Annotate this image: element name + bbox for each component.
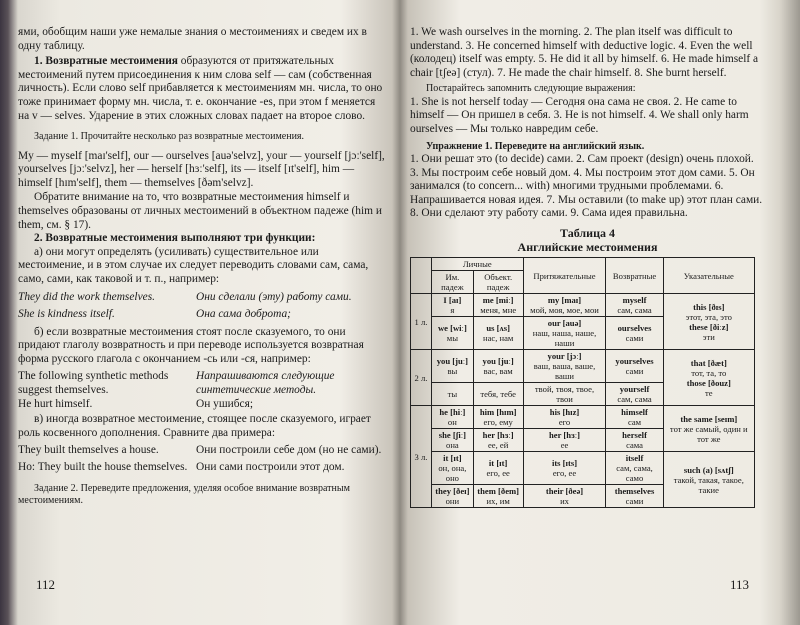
pronoun-table: [410, 257, 755, 508]
cell-ru: его: [558, 417, 571, 428]
cell-ru: эти: [702, 331, 715, 342]
example-ru: Они сами построили этот дом.: [196, 461, 345, 474]
cell-ru: ваш, ваша, ваше, ваши: [533, 361, 596, 382]
cell-ru: тебя, тебе: [480, 389, 516, 400]
cell-ru: вы: [447, 366, 458, 377]
cell-ru: они: [445, 496, 460, 507]
cell-en: him [hɪm]: [479, 407, 517, 418]
cell-en: ourselves: [617, 323, 652, 334]
cell-ru: ее, ей: [487, 440, 509, 451]
function-b: б) если возвратные местоимения стоят после сказуемого, то они придают глаголу возвратность и при переводе используется возвратная форма русского глагола с окончанием -сь или -ся, например:: [18, 325, 364, 365]
cell-ru: такой, такая, такое, такие: [673, 474, 744, 495]
example-en: He hurt himself.: [18, 397, 93, 410]
cell-en: that [ðæt]: [690, 357, 727, 368]
function-a: а) они могут определять (усиливать) существительное или местоимение, и в этом случае их следует переводить словами сам, сама, само, сами, как таковой и т. п., например:: [18, 245, 369, 285]
example-ru: Они построили себе дом (но не сами).: [196, 444, 382, 457]
cell-ru: тот, та, то: [691, 367, 727, 378]
cell-ru: тот же самый, один и тот же: [669, 423, 748, 444]
cell-en: yourself: [619, 384, 650, 395]
cell-en: his [hɪz]: [549, 407, 580, 418]
note-paragraph: Обратите внимание на то, что возвратные местоимения himself и themselves образованы от личных местоимений в объектном падеже (him и them, см. § 17).: [18, 191, 382, 231]
example-ru: Напрашиваются следующие синтетические методы.: [196, 370, 335, 397]
header-reflexive: Возвратные: [606, 258, 663, 294]
example-row: [18, 444, 388, 458]
header-nominative: Им. падеж: [432, 271, 474, 294]
cell-ru: нас, нам: [482, 333, 514, 344]
header-objective: Объект. падеж: [473, 271, 523, 294]
example-en: The following synthetic methods suggest themselves.: [18, 370, 169, 397]
table-title: Таблица 4: [560, 225, 615, 240]
header-possessive: Притяжательные: [523, 258, 606, 294]
cell-en: I [aɪ]: [443, 295, 462, 306]
cell-ru: сам, сама: [617, 394, 652, 405]
cell-en: himself: [621, 407, 648, 418]
cell-ru: вас, вам: [483, 366, 513, 377]
person-label: 2 л.: [411, 350, 432, 406]
cell-en: we [wiː]: [437, 323, 467, 334]
cell-ru: ты: [447, 389, 458, 400]
table-subtitle: Английские местоимения: [517, 239, 658, 254]
cell-ru: сама: [626, 440, 643, 451]
cell-ru: меня, мне: [480, 305, 517, 316]
cell-en: themselves: [614, 486, 655, 497]
cell-en: they [ðeɪ]: [435, 486, 470, 497]
header-personal: Личные: [432, 258, 524, 271]
paragraph-1: [18, 55, 388, 123]
cell-ru: сами: [625, 496, 644, 507]
cell-ru: его, ему: [483, 417, 513, 428]
cell-ru: наш, наша, наше, наши: [532, 328, 597, 349]
cell-ru: ее: [560, 440, 569, 451]
exercise-1-title: Упражнение 1. Переведите на английский язык.: [426, 140, 645, 152]
exercise-1-text: 1. Они решат это (to decide) сами. 2. Сам проект (design) очень плохой. 3. Мы построим себе новый дом. 4. Мы построим этот дом сами. 5. Он занимался (to concern... with) многими трудными проблемами. 6. Напрашивается новая идея. 7. Мы оставили (to make up) этот план сами. 8. Они сделают эту работу сами. 9. Сама идея правильна.: [410, 152, 763, 220]
cell-en: herself: [622, 430, 647, 441]
cell-ru: их, им: [486, 496, 510, 507]
cell-en: their [ðeə]: [545, 486, 584, 497]
cell-ru: сами: [625, 333, 644, 344]
cell-en: my [maɪ]: [547, 295, 582, 306]
cell-ru: его, ее: [486, 468, 510, 479]
task-1: Задание 1. Прочитайте несколько раз возвратные местоимения.: [34, 131, 305, 143]
cell-ru: мой, моя, мое, мои: [530, 305, 599, 316]
cell-en: them [ðem]: [477, 486, 520, 497]
cell-en: us [ʌs]: [486, 323, 510, 334]
example-en: They did the work themselves.: [18, 290, 155, 303]
pronoun-list: My — myself [maɪ'self], our — ourselves [auə'selvz], your — yourself [jɔː'self], yourselves [jɔː'selvz], her — herself [hɜː'self], its — itself [ɪt'self], him — himself [hɪm'self], them — themselves [ðəm'selvz].: [18, 149, 385, 189]
table-row: [411, 452, 755, 485]
cell-en: her [hɜː]: [549, 430, 580, 441]
expressions: 1. She is not herself today — Сегодня она сама не своя. 2. He came to himself — Он пришел в себя. 3. He is not himself. 4. We shall only harm ourselves — Мы только навредим себе.: [410, 95, 749, 135]
example-en: She is kindness itself.: [18, 308, 115, 321]
cell-en: this [ðɪs]: [693, 301, 725, 312]
cell-en: me [miː]: [482, 295, 514, 306]
example-row: [18, 398, 388, 412]
example-row: [18, 461, 388, 475]
table-row: [411, 294, 755, 317]
table-row: [411, 350, 755, 383]
example-en: They built themselves a house.: [18, 444, 159, 457]
example-row: [18, 291, 388, 305]
cell-en: your [jɔː]: [547, 351, 582, 362]
person-label: 3 л.: [411, 406, 432, 508]
cell-en: our [auə]: [547, 318, 582, 329]
cell-ru: мы: [446, 333, 458, 344]
example-row: [18, 370, 388, 397]
cell-ru: сам, сама: [617, 305, 652, 316]
intro-text: ями, обобщим наши уже немалые знания о местоимениях и сведем их в одну таблицу.: [18, 26, 367, 52]
cell-en: it [ɪt]: [443, 453, 462, 464]
cell-ru: те: [705, 387, 713, 398]
cell-en: he [hiː]: [439, 407, 466, 418]
cell-en: such (a) [sʌtʃ]: [683, 464, 734, 475]
table-row: [411, 406, 755, 429]
cell-en: these [ðiːz]: [689, 321, 729, 332]
cell-en: the same [seɪm]: [680, 413, 738, 424]
cell-en: its [ɪts]: [551, 458, 578, 469]
cell-ru: их: [560, 496, 569, 507]
cell-en: itself: [625, 453, 644, 464]
paragraph-2: 2. Возвратные местоимения выполняют три функции:: [34, 232, 316, 245]
function-c: в) иногда возвратное местоимение, стоящее после сказуемого, играет роль косвенного дополнения. Сравните два примера:: [18, 413, 371, 439]
example-en: Ho: They built the house themselves.: [18, 461, 188, 474]
sentences: 1. We wash ourselves in the morning. 2. The plan itself was difficult to understand. 3. He concerned himself with deductive logic. 4. Even the well (колодец) itself was empty. 5. He did it all by himself. 6. He made himself a chair [tʃeə] (стул). 7. He made the chair himself. 8. She burnt herself.: [410, 26, 759, 79]
cell-en: yourselves: [615, 356, 654, 367]
cell-en: it [ɪt]: [488, 458, 508, 469]
cell-en: those [ðouz]: [686, 377, 731, 388]
example-row: [18, 308, 388, 322]
task-2: Задание 2. Переведите предложения, уделяя особое внимание возвратным местоимениям.: [18, 482, 350, 507]
cell-ru: сам: [627, 417, 642, 428]
cell-ru: его, ее: [552, 468, 577, 479]
cell-en: her [hɜː]: [482, 430, 514, 441]
person-label: 1 л.: [411, 294, 432, 350]
cell-ru: я: [450, 305, 455, 316]
cell-ru: сам, сама, само: [616, 463, 653, 484]
cell-ru: твой, твоя, твое, твои: [534, 384, 595, 405]
paragraph-1-body: образуются от притяжательных местоимений путем присоединения к ним слова self — сам (собственная личность). Если слово self прибавляется к местоимениям мн. числа, то оно тоже принимает форму мн. числа, т. е. окончание -es, при этом f меняется на v — selves. Ударение в этих сложных словах падает на второе слово.: [18, 55, 383, 122]
cell-en: myself: [622, 295, 647, 306]
example-ru: Он ушибся;: [196, 397, 253, 410]
cell-ru: он, она, оно: [438, 463, 467, 484]
cell-en: she [ʃiː]: [438, 430, 466, 441]
header-demonstrative: Указательные: [663, 258, 754, 294]
left-page: [18, 0, 388, 625]
paragraph-1-lead: 1. Возвратные местоимения: [34, 55, 178, 68]
page-number: 112: [36, 577, 56, 592]
right-page: [410, 0, 765, 625]
example-ru: Она сама доброта;: [196, 308, 291, 321]
cell-ru: она: [446, 440, 459, 451]
cell-ru: он: [447, 417, 457, 428]
remember-label: Постарайтесь запомнить следующие выражения:: [426, 83, 636, 95]
page-number: 113: [730, 577, 750, 592]
cell-ru: сами: [625, 366, 644, 377]
cell-ru: этот, эта, это: [685, 311, 732, 322]
cell-en: you [juː]: [482, 356, 514, 367]
cell-en: you [juː]: [436, 356, 469, 367]
example-ru: Они сделали (эту) работу сами.: [196, 290, 352, 303]
